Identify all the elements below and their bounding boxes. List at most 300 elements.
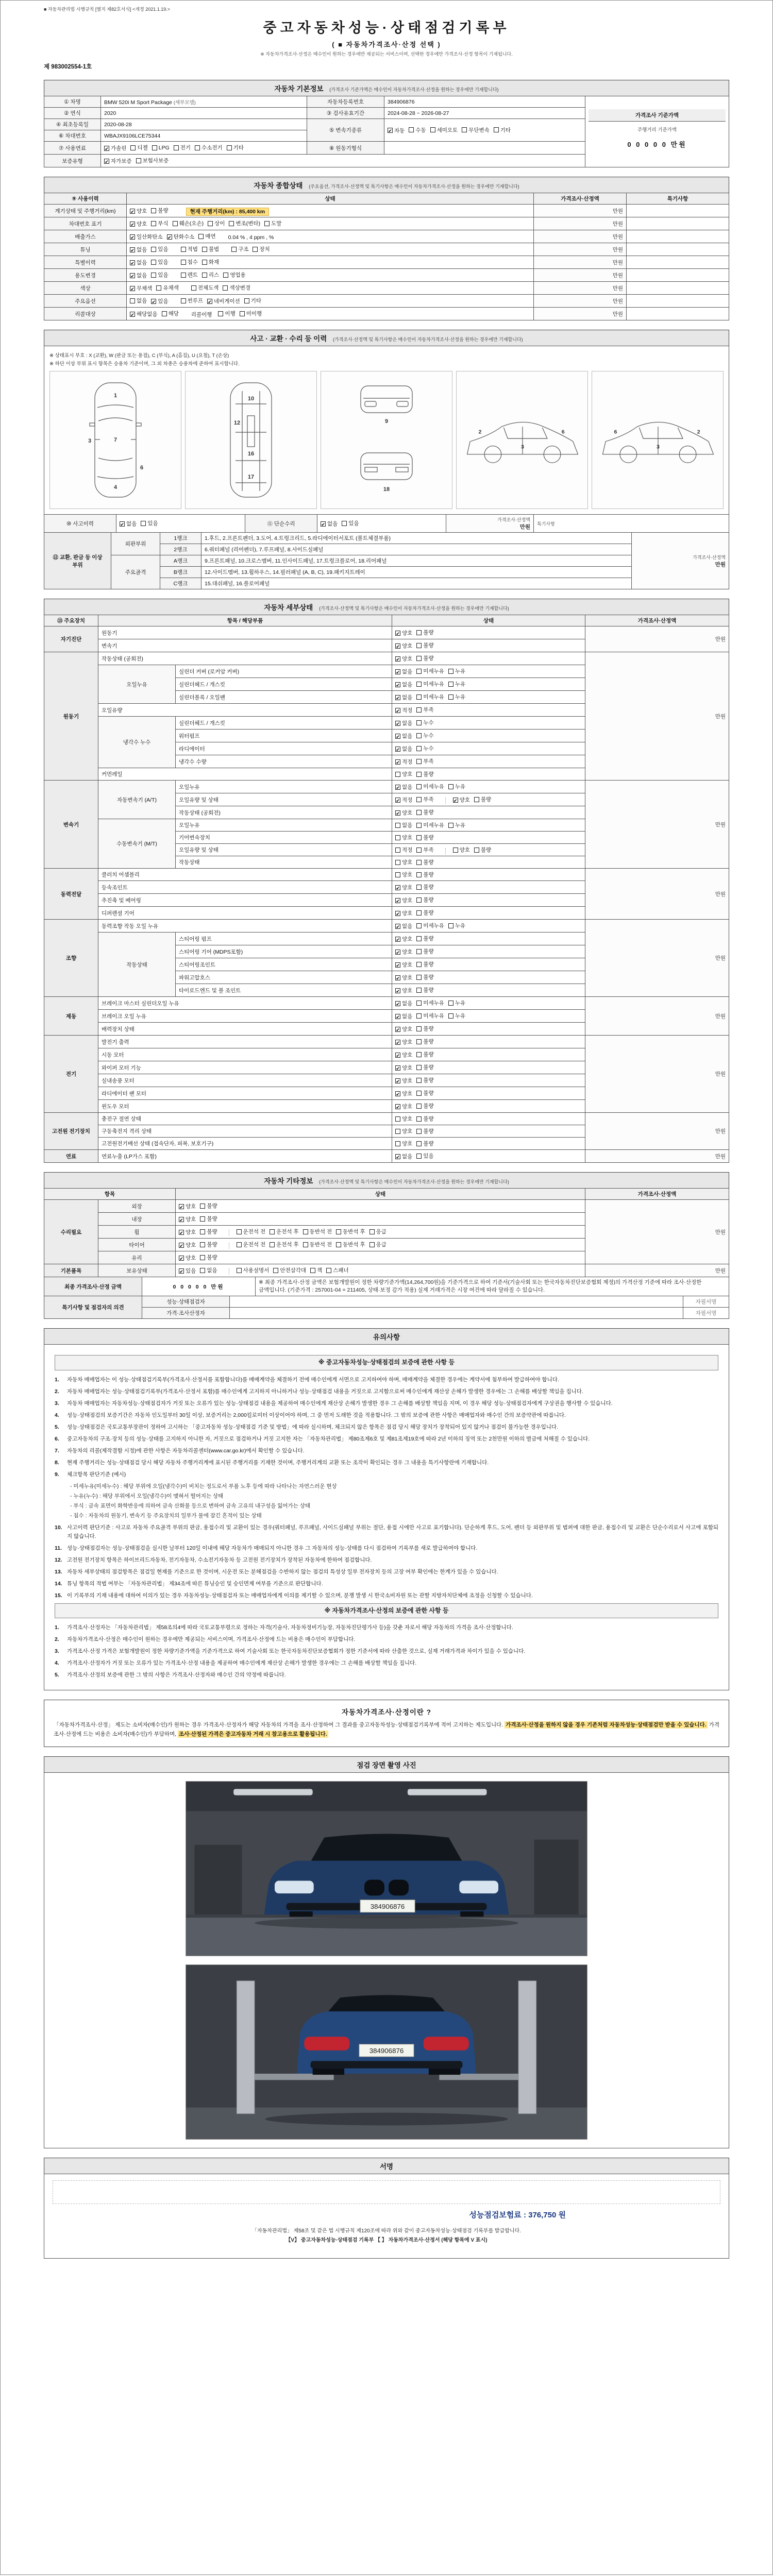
checkbox-label: 양호 (402, 1052, 413, 1058)
checkbox-label: 적정 (402, 797, 413, 803)
checkbox-누유[interactable] (448, 667, 465, 675)
section-note: (가격조사·산정액 및 특기사항은 매수인이 자동차가격조사·산정을 원하는 경우에만 기재합니다) (333, 337, 523, 342)
checkbox-불량[interactable] (416, 629, 433, 636)
detail-status (392, 717, 585, 730)
checkbox-불량[interactable] (416, 986, 433, 994)
checkbox-있음[interactable] (151, 258, 168, 266)
checkbox-적법[interactable] (181, 245, 198, 253)
checkbox-box (326, 1268, 331, 1273)
checkbox-불량[interactable] (416, 770, 433, 778)
detail-status (392, 665, 585, 678)
checkbox-전체도색[interactable] (191, 284, 219, 292)
checkbox-불량[interactable] (416, 896, 433, 904)
checkbox-부족[interactable] (416, 706, 433, 714)
checkbox-불량[interactable] (416, 1140, 433, 1147)
checkbox-미세누유[interactable] (416, 667, 444, 675)
car-right-side-view-diagram (592, 371, 724, 509)
checkbox-양호[interactable] (395, 948, 412, 956)
section-note: (가격조사·산정액 및 특기사항은 매수인이 자동차가격조사·산정을 원하는 경우에만 기재합니다) (319, 606, 509, 611)
detail-item: 라디에이터 (176, 742, 392, 755)
checkbox-보험사보증[interactable] (136, 157, 169, 164)
checkbox-세미오토[interactable] (430, 126, 458, 134)
checkbox-일산화탄소[interactable] (130, 233, 163, 241)
checkbox-양호[interactable] (395, 871, 412, 878)
checkbox-box: ✔ (396, 747, 400, 752)
checkbox-box (494, 127, 499, 132)
checkbox-있음[interactable] (151, 245, 168, 253)
checkbox-없음[interactable] (130, 259, 147, 266)
checkbox-부족[interactable] (416, 846, 433, 854)
checkbox-없음[interactable] (395, 1153, 412, 1160)
section-title: 자동차 종합상태 (254, 182, 303, 190)
detail-item: 오일유량 및 상태 (176, 793, 392, 806)
checkbox-해당없음[interactable] (130, 310, 158, 318)
checkbox-box (231, 247, 237, 252)
label-transmission: ⑤ 변속기종류 (307, 119, 384, 142)
checkbox-box (264, 221, 270, 226)
checkbox-부족[interactable] (416, 757, 433, 765)
checkbox-없음[interactable] (395, 783, 412, 791)
info-text: 「자동차가격조사·산정」 제도는 소비자(매수인)가 원하는 경우 가격조사·산정자가 해당 자동차의 가격을 조사·산정하여 그 결과를 중고자동차성능·상태점검기록부에 적어 고지하는 제도입니다. (54, 1722, 505, 1728)
checkbox-양호[interactable] (395, 1064, 412, 1072)
checkbox-미세누유[interactable] (416, 1012, 444, 1020)
checkbox-box (416, 694, 422, 700)
inspector-opinion-table (44, 1296, 729, 1319)
checkbox-응급[interactable] (369, 1241, 386, 1248)
checkbox-누수[interactable] (416, 744, 433, 752)
checkbox-label: 미세누유 (423, 1000, 444, 1006)
checkbox-box (195, 145, 200, 150)
checkbox-무단변속[interactable] (462, 126, 490, 134)
checkbox-미세누유[interactable] (416, 783, 444, 790)
svg-text:7: 7 (113, 437, 117, 443)
checkbox-리스[interactable] (202, 271, 219, 279)
price-appraisal-info-body (54, 1721, 719, 1739)
section-title: 점검 장면 촬영 사진 (357, 1761, 416, 1769)
rank-parts: 1.후드, 2.프론트펜더, 3.도어, 4.트렁크리드, 5.라디에이터서포트 (볼트체결부품) (201, 533, 632, 544)
notice-performance-heading: ※ 중고자동차성능·상태점검의 보증에 관한 사항 등 (55, 1355, 718, 1370)
diagram-note-legend: ※ 하단 이상 부위 표시 항목은 승용차 기준이며, 그 외 차종은 승용차에 준하여 표시합니다. (49, 361, 240, 367)
photo-car-rear-on-lift (186, 1964, 587, 2140)
checkbox-운전석 전[interactable] (237, 1241, 266, 1248)
checkbox-미세누유[interactable] (416, 680, 444, 688)
checkbox-box (416, 707, 422, 713)
checkbox-안전삼각대[interactable] (273, 1266, 306, 1274)
label-inspection-validity: ③ 검사유효기간 (307, 108, 384, 119)
checkbox-box: ✔ (396, 962, 400, 968)
checkbox-없음[interactable] (321, 520, 338, 528)
signature-area[interactable] (53, 2180, 720, 2204)
checkbox-label: 누수 (423, 745, 434, 752)
checkbox-부식[interactable] (151, 219, 168, 227)
checkbox-양호[interactable] (395, 1127, 412, 1135)
checkbox-적정[interactable] (395, 846, 412, 854)
etc-group-기본품목: 기본품목 (44, 1264, 98, 1277)
value-first-registration: 2020-08-28 (101, 119, 307, 130)
checkbox-잭[interactable] (310, 1266, 322, 1274)
checkbox-box (416, 1141, 422, 1146)
checkbox-양호[interactable] (395, 884, 412, 891)
checkbox-box: ✔ (396, 734, 400, 739)
checkbox-box (173, 221, 178, 226)
checkbox-불량[interactable] (416, 1050, 433, 1058)
checkbox-변조(변타)[interactable] (229, 219, 260, 227)
notice-body (44, 1344, 729, 1690)
checkbox-없음[interactable] (130, 272, 147, 279)
checkbox-불량[interactable] (416, 935, 433, 942)
checkbox-누수[interactable] (416, 719, 433, 726)
checkbox-양호[interactable] (130, 220, 147, 228)
checkbox-누수[interactable] (416, 732, 433, 739)
detail-status (392, 856, 585, 869)
checkbox-양호[interactable] (395, 1038, 412, 1046)
checkbox-box (416, 923, 422, 928)
checkbox-미이행[interactable] (240, 310, 262, 317)
checkbox-양호[interactable] (130, 207, 147, 215)
checkbox-양호[interactable] (453, 796, 470, 804)
etc-item: 휠 (98, 1226, 176, 1239)
checkbox-양호[interactable] (179, 1202, 196, 1210)
detail-item: 커먼레일 (98, 768, 392, 781)
checkbox-훼손(오손)[interactable] (173, 219, 204, 227)
checkbox-양호[interactable] (395, 1090, 412, 1097)
checkbox-불량[interactable] (474, 846, 491, 854)
checkbox-불량[interactable] (416, 1025, 433, 1032)
overall-price: 만원 (534, 217, 627, 230)
checkbox-box (448, 669, 453, 674)
checkbox-label: 미세누유 (423, 1013, 444, 1019)
checkbox-탄화수소[interactable] (167, 233, 195, 241)
checkbox-불량[interactable] (416, 641, 433, 649)
checkbox-적정[interactable] (395, 758, 412, 766)
detail-item: 발전기 출력 (98, 1036, 392, 1048)
checkbox-동반석 전[interactable] (303, 1241, 332, 1248)
checkbox-불량[interactable] (416, 1089, 433, 1097)
checkbox-자동[interactable] (388, 127, 405, 134)
detail-status (392, 704, 585, 717)
checkbox-없음[interactable] (395, 681, 412, 688)
checkbox-box (156, 285, 161, 291)
checkbox-없음[interactable] (200, 1266, 217, 1274)
checkbox-장치[interactable] (253, 245, 270, 253)
etc-row (44, 1264, 729, 1277)
checkbox-불량[interactable] (200, 1241, 217, 1248)
checkbox-누유[interactable] (448, 693, 465, 701)
checkbox-응급[interactable] (369, 1228, 386, 1235)
checkbox-불량[interactable] (416, 1063, 433, 1071)
checkbox-미세누유[interactable] (416, 821, 444, 829)
checkbox-있음[interactable] (342, 519, 359, 527)
checkbox-label: 없음 (402, 733, 413, 739)
checkbox-자가보증[interactable] (104, 157, 132, 165)
checkbox-불량[interactable] (416, 973, 433, 981)
checkbox-누유[interactable] (448, 821, 465, 829)
checkbox-있음[interactable] (179, 1267, 196, 1275)
detail-status (392, 945, 585, 958)
detail-status (392, 971, 585, 984)
checkbox-label: LPG (158, 144, 170, 151)
checkbox-색상변경[interactable] (223, 284, 250, 292)
checkbox-label: 렌트 (187, 272, 198, 278)
checkbox-양호[interactable] (395, 858, 412, 866)
checkbox-사용설명서[interactable] (237, 1266, 270, 1274)
checkbox-양호[interactable] (179, 1228, 196, 1236)
checkbox-누유[interactable] (448, 783, 465, 790)
checkbox-label: 불량 (480, 847, 492, 853)
checkbox-없음[interactable] (395, 745, 412, 753)
overall-status (127, 243, 534, 256)
checkbox-양호[interactable] (395, 909, 412, 917)
checkbox-label: 동반석 전 (309, 1229, 332, 1235)
checkbox-있음[interactable] (416, 1152, 433, 1160)
checkbox-양호[interactable] (395, 655, 412, 663)
checkbox-불량[interactable] (416, 871, 433, 878)
checkbox-구조[interactable] (231, 245, 248, 253)
appraiser-signature[interactable]: 자필서명 (683, 1308, 729, 1319)
checkbox-없음[interactable] (395, 922, 412, 930)
label-warranty-type: 보증유형 (44, 155, 101, 167)
checkbox-box (416, 656, 422, 661)
checkbox-없음[interactable] (395, 1012, 412, 1020)
checkbox-양호[interactable] (395, 1103, 412, 1110)
checkbox-가솔린[interactable] (104, 144, 126, 152)
value-vin: WBAJX9106LCE75344 (101, 130, 307, 142)
checkbox-양호[interactable] (179, 1215, 196, 1223)
overall-remarks (627, 269, 729, 282)
checkbox-적정[interactable] (395, 706, 412, 714)
checkbox-네비게이션[interactable] (207, 297, 240, 305)
inspector-opinion-area[interactable] (230, 1296, 683, 1308)
checkbox-동반석 전[interactable] (303, 1228, 332, 1235)
checkbox-불량[interactable] (416, 947, 433, 955)
checkbox-없음[interactable] (395, 999, 412, 1007)
rank-name: 1랭크 (160, 533, 201, 544)
label-appraiser: 가격·조사산정자 (142, 1308, 230, 1319)
checkbox-상이[interactable] (208, 219, 225, 227)
checkbox-양호[interactable] (179, 1254, 196, 1262)
checkbox-양호[interactable] (395, 809, 412, 817)
checkbox-있음[interactable] (151, 271, 168, 279)
checkbox-불량[interactable] (416, 858, 433, 866)
checkbox-양호[interactable] (395, 987, 412, 994)
checkbox-불량[interactable] (151, 207, 168, 214)
checkbox-운전석 후[interactable] (270, 1241, 299, 1248)
checkbox-없음[interactable] (120, 520, 137, 528)
checkbox-부족[interactable] (416, 795, 433, 803)
checkbox-없음[interactable] (130, 297, 147, 304)
checkbox-적정[interactable] (395, 796, 412, 804)
checkbox-box (416, 797, 422, 802)
checkbox-양호[interactable] (395, 1051, 412, 1059)
checkbox-label: 없음 (402, 1154, 413, 1160)
checkbox-불량[interactable] (200, 1202, 217, 1210)
section-title: 자동차 기본정보 (274, 85, 324, 93)
checkbox-불량[interactable] (416, 834, 433, 841)
checkbox-label: 없음 (402, 746, 413, 752)
checkbox-label: 동반석 후 (343, 1229, 365, 1235)
checkbox-이행[interactable] (218, 310, 235, 317)
checkbox-불량[interactable] (474, 795, 491, 803)
checkbox-무채색[interactable] (130, 284, 152, 292)
checkbox-동반석 후[interactable] (336, 1241, 365, 1248)
checkbox-없음[interactable] (395, 821, 412, 829)
checkbox-미세누유[interactable] (416, 922, 444, 929)
checkbox-불량[interactable] (416, 909, 433, 917)
checkbox-box (151, 273, 156, 278)
checkbox-양호[interactable] (395, 935, 412, 943)
checkbox-box (416, 1039, 422, 1044)
checkbox-누유[interactable] (448, 1012, 465, 1020)
checkbox-불량[interactable] (416, 1102, 433, 1110)
checkbox-화재[interactable] (202, 258, 219, 266)
checkbox-양호[interactable] (395, 961, 412, 969)
checkbox-불량[interactable] (416, 960, 433, 968)
checkbox-운전석 전[interactable] (237, 1228, 266, 1235)
detail-status (392, 678, 585, 691)
checkbox-불량[interactable] (200, 1228, 217, 1235)
checkbox-양호[interactable] (395, 974, 412, 981)
checkbox-양호[interactable] (179, 1241, 196, 1249)
notice-item: 4. 가격조사·산정자가 거짓 또는 오류가 있는 가격조사·산정 내용을 제공하여 매수인에게 재산상 손해가 발생한 경우에는 그 손해를 배상할 책임을 집니다. (55, 1660, 417, 1667)
svg-text:3: 3 (88, 438, 92, 444)
checkbox-없음[interactable] (130, 246, 147, 253)
checkbox-불량[interactable] (416, 883, 433, 891)
checkbox-없음[interactable] (395, 732, 412, 740)
checkbox-양호[interactable] (395, 834, 412, 841)
checkbox-label: 양호 (402, 1104, 413, 1110)
rank-parts: 6.쿼터패널 (리어펜더), 7.루프패널, 8.사이드실패널 (201, 544, 632, 555)
checkbox-양호[interactable] (453, 846, 470, 854)
checkbox-침수[interactable] (181, 258, 198, 266)
detail-row (44, 1150, 729, 1163)
section-title: 서명 (379, 2163, 394, 2171)
device-제동: 제동 (44, 997, 98, 1036)
appraiser-opinion-area[interactable] (230, 1308, 683, 1319)
checkbox-label: 양호 (402, 771, 413, 777)
detail-status (392, 1023, 585, 1036)
detail-status (392, 806, 585, 819)
checkbox-도말[interactable] (264, 219, 281, 227)
checkbox-기타[interactable] (227, 144, 244, 151)
checkbox-없음[interactable] (395, 668, 412, 675)
checkbox-box: ✔ (396, 1027, 400, 1032)
checkbox-label: 불량 (207, 1229, 217, 1235)
checkbox-기타[interactable] (244, 297, 261, 304)
detail-row (44, 781, 729, 793)
detail-item: 작동상태 (공회전) (176, 806, 392, 819)
notice-item: 7. 자동차의 리콜(제작결함 시정)에 관한 사항은 자동차리콜센터(www.car.go.kr)에서 확인할 수 있습니다. (55, 1447, 305, 1454)
checkbox-미세누유[interactable] (416, 693, 444, 701)
notice-item: 1. 자동차 매매업자는 이 성능·상태점검기록부(가격조사·산정서를 포함합니다)를 매매계약을 체결하기 전에 매수인에게 서면으로 고지하여야 하며, 매매계약을 체결한 경우에는 계약서에 첨부하여 발급하여야 합니다. (55, 1376, 559, 1383)
detail-status (392, 1010, 585, 1023)
detail-status (392, 920, 585, 933)
detail-item: 워터펌프 (176, 730, 392, 742)
checkbox-렌트[interactable] (181, 271, 198, 279)
checkbox-LPG[interactable] (152, 145, 170, 151)
checkbox-수동[interactable] (409, 126, 426, 134)
checkbox-운전석 후[interactable] (270, 1228, 299, 1235)
checkbox-누유[interactable] (448, 999, 465, 1007)
checkbox-불량[interactable] (200, 1253, 217, 1261)
checkbox-기타[interactable] (494, 126, 511, 134)
checkbox-없음[interactable] (395, 693, 412, 701)
detail-item: 클러치 어셈블리 (98, 869, 392, 881)
checkbox-label: 양호 (402, 975, 413, 981)
checkbox-box: ✔ (179, 1204, 183, 1210)
inspector-signature[interactable]: 자필서명 (683, 1296, 729, 1308)
checkbox-전기[interactable] (174, 144, 191, 151)
overall-remarks (627, 295, 729, 308)
checkbox-label: 양호 (402, 949, 413, 955)
checkbox-불량[interactable] (416, 654, 433, 662)
checkbox-스패너[interactable] (326, 1266, 348, 1274)
checkbox-양호[interactable] (395, 1115, 412, 1123)
checkbox-디젤[interactable] (130, 144, 147, 151)
checkbox-box: ✔ (130, 260, 135, 266)
svg-text:2: 2 (478, 429, 482, 435)
checkbox-box (395, 823, 400, 828)
checkbox-box: ✔ (396, 924, 400, 929)
checkbox-양호[interactable] (395, 1077, 412, 1084)
checkbox-없음[interactable] (395, 719, 412, 727)
checkbox-불량[interactable] (416, 1115, 433, 1123)
checkbox-있음[interactable] (141, 519, 158, 527)
detail-item: 스티어링 펌프 (176, 933, 392, 945)
checkbox-양호[interactable] (395, 629, 412, 637)
checkbox-누유[interactable] (448, 922, 465, 929)
checkbox-수소전기[interactable] (195, 144, 223, 151)
checkbox-불량[interactable] (200, 1215, 217, 1223)
checkbox-box (273, 1268, 278, 1273)
checkbox-box (416, 1104, 422, 1109)
value-accident-history (116, 515, 245, 533)
checkbox-label: 있음 (158, 259, 169, 265)
checkbox-box: ✔ (179, 1243, 183, 1248)
checkbox-동반석 후[interactable] (336, 1228, 365, 1235)
checkbox-불량[interactable] (416, 1127, 433, 1135)
checkbox-미세누유[interactable] (416, 999, 444, 1007)
checkbox-불량[interactable] (416, 1038, 433, 1045)
checkbox-불법[interactable] (202, 245, 219, 253)
overall-status (127, 256, 534, 269)
overall-price: 만원 (534, 243, 627, 256)
section-header-photos (44, 1756, 729, 1773)
col-item: 항목 (44, 1189, 176, 1200)
checkbox-양호[interactable] (395, 1140, 412, 1147)
checkbox-양호[interactable] (395, 1025, 412, 1033)
checkbox-매연[interactable] (198, 232, 215, 240)
checkbox-불량[interactable] (416, 808, 433, 816)
insurance-fee-value: 376,750 원 (528, 2211, 566, 2219)
overall-row (44, 205, 729, 217)
checkbox-box (395, 1116, 400, 1122)
checkbox-불량[interactable] (416, 1076, 433, 1084)
checkbox-label: 미이행 (246, 311, 262, 317)
svg-text:12: 12 (233, 420, 241, 426)
checkbox-양호[interactable] (395, 642, 412, 650)
checkbox-해당[interactable] (162, 310, 179, 317)
checkbox-label: 양호 (137, 208, 147, 214)
checkbox-양호[interactable] (395, 770, 412, 778)
checkbox-있음[interactable] (151, 297, 168, 305)
checkbox-영업용[interactable] (223, 271, 245, 279)
checkbox-누유[interactable] (448, 680, 465, 688)
section-basic-info (44, 80, 729, 167)
checkbox-양호[interactable] (395, 896, 412, 904)
checkbox-유채색[interactable] (156, 284, 178, 292)
checkbox-썬루프[interactable] (181, 297, 203, 304)
checkbox-label: 사용설명서 (243, 1267, 270, 1274)
